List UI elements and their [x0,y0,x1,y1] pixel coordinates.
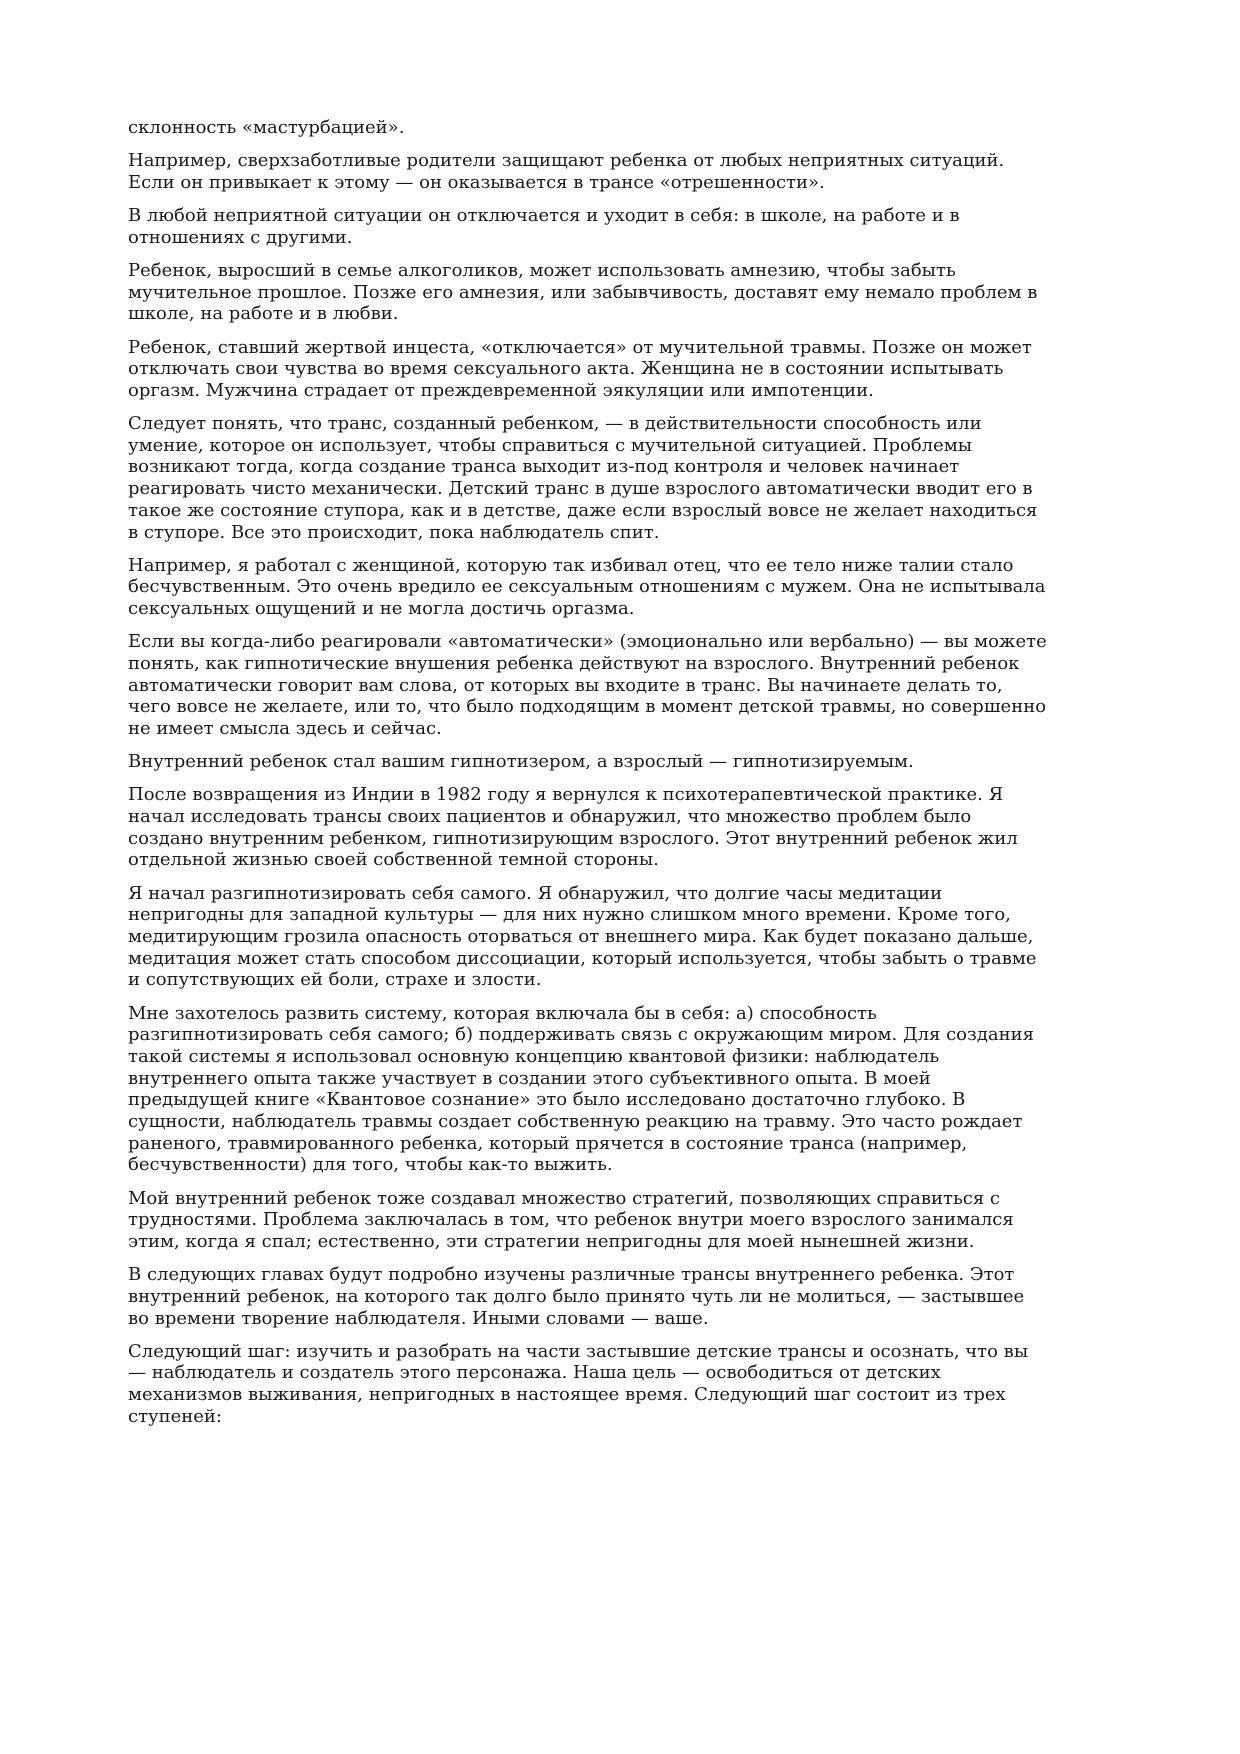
text-line: Ребенок, выросший в семье алкоголиков, может использовать амнезию, чтобы забыть [128,259,956,281]
text-line: этим, когда я спал; естественно, эти стратегии непригодны для моей нынешней жизни. [128,1230,975,1252]
text-line: предыдущей книге «Квантовое сознание» это было исследовано достаточно глубоко. В [128,1089,966,1111]
paragraph [128,751,1128,773]
paragraph [128,337,1128,402]
text-line: ступеней: [128,1405,222,1427]
text-line: В любой неприятной ситуации он отключается и уходит в себя: в школе, на работе и в [128,205,960,227]
text-line: бесчувственным. Это очень вредило ее сексуальным отношениям с мужем. Она не испытывала [128,576,1046,598]
text-line: умение, которое он использует, чтобы справиться с мучительной ситуацией. Проблемы [128,434,973,456]
text-line: понять, как гипнотические внушения ребенка действуют на взрослого. Внутренний ребенок [128,652,1020,674]
text-line: бесчувственности) для того, чтобы как-то выжить. [128,1154,613,1176]
paragraph [128,1188,1128,1253]
text-line: чего вовсе не желаете, или то, что было подходящим в момент детской травмы, но совершенно [128,696,1047,718]
text-line: школе, на работе и в любви. [128,303,399,325]
text-line: мучительное прошлое. Позже его амнезия, или забывчивость, доставят ему немало проблем в [128,281,1038,303]
text-line: такое же состояние ступора, как и в детстве, даже если взрослый вовсе не желает находиться [128,499,1038,521]
text-line: — наблюдатель и создатель этого персонажа. Наша цель — освободиться от детских [128,1362,941,1384]
text-line: медитирующим грозила опасность оторваться от внешнего мира. Как будет показано дальше, [128,926,1034,947]
paragraph [128,1264,1128,1329]
text-line: Следующий шаг: изучить и разобрать на части застывшие детские трансы и осознать, что вы [128,1340,1029,1362]
text-line: Ребенок, ставший жертвой инцеста, «отключается» от мучительной травмы. Позже он может [128,336,1032,358]
text-line: В следующих главах будут подробно изучены различные трансы внутреннего ребенка. Этот [128,1264,1015,1286]
text-line: склонность «мастурбацией». [128,117,405,138]
text-line: Если вы когда-либо реагировали «автоматически» (эмоционально или вербально) — вы можете [128,631,1047,653]
document-page [128,117,1128,1439]
paragraph [128,784,1128,871]
text-line: и сопутствующих ей боли, страхе и злости. [128,969,542,991]
text-line: разгипнотизировать себя самого; б) поддерживать связь с окружающим миром. Для создания [128,1024,1034,1046]
text-line: Если он привыкает к этому — он оказывается в трансе «отрешенности». [128,171,825,193]
text-line: Например, сверхзаботливые родители защищают ребенка от любых неприятных ситуаций. [128,150,1005,172]
paragraph [128,883,1128,991]
text-line: отдельной жизнью своей собственной темной стороны. [128,849,659,871]
text-line: сексуальных ощущений и не могла достичь оргазма. [128,598,635,620]
text-line: медитация может стать способом диссоциации, который используется, чтобы забыть о травме [128,947,1037,969]
text-line: механизмов выживания, непригодных в настоящее время. Следующий шаг состоит из трех [128,1384,1006,1406]
paragraph [128,205,1128,248]
text-line: Мой внутренний ребенок тоже создавал множество стратегий, позволяющих справиться с [128,1187,1001,1209]
paragraph [128,117,1128,139]
paragraph [128,631,1128,739]
text-line: начал исследовать трансы своих пациентов и обнаружил, что множество проблем было [128,806,972,828]
paragraph [128,1003,1128,1177]
text-line: в ступоре. Все это происходит, пока наблюдатель спит. [128,521,660,543]
paragraph [128,260,1128,325]
text-line: раненого, травмированного ребенка, который прячется в состояние транса (например, [128,1132,968,1154]
paragraph [128,1341,1128,1428]
text-line: непригодны для западной культуры — для них нужно слишком много времени. Кроме того, [128,904,1011,926]
text-line: реагировать чисто механически. Детский транс в душе взрослого автоматически вводит его в [128,478,1033,500]
paragraph [128,150,1128,193]
text-line: Следует понять, что транс, созданный ребенком, — в действительности способность или [128,413,982,435]
text-line: трудностями. Проблема заключалась в том, что ребенок внутри моего взрослого занимался [128,1209,1014,1231]
text-line: такой системы я использовал основную концепцию квантовой физики: наблюдатель [128,1045,940,1067]
text-line: сущности, наблюдатель травмы создает собственную реакцию на травму. Это часто рождает [128,1111,1023,1132]
text-line: создано внутренним ребенком, гипнотизирующим взрослого. Этот внутренний ребенок жил [128,827,1018,849]
text-line: Я начал разгипнотизировать себя самого. Я обнаружил, что долгие часы медитации [128,882,943,904]
text-line: отношениях с другими. [128,226,353,248]
paragraph [128,555,1128,620]
text-line: Мне захотелось развить систему, которая включала бы в себя: а) способность [128,1002,877,1024]
text-line: Внутренний ребенок стал вашим гипнотизером, а взрослый — гипнотизируемым. [128,751,914,773]
text-line: После возвращения из Индии в 1982 году я вернулся к психотерапевтической практике. Я [128,784,1004,806]
text-line: Например, я работал с женщиной, которую так избивал отец, что ее тело ниже талии стало [128,554,1014,576]
text-line: не имеет смысла здесь и сейчас. [128,718,442,739]
text-line: во времени творение наблюдателя. Иными словами — ваше. [128,1307,709,1329]
text-line: внутреннего опыта также участвует в создании этого субъективного опыта. В моей [128,1067,931,1089]
text-line: оргазм. Мужчина страдает от преждевременной эякуляции или импотенции. [128,379,874,401]
text-line: автоматически говорит вам слова, от которых вы входите в транс. Вы начинаете делать то, [128,674,1003,696]
text-line: внутренний ребенок, на которого так долго было принято чуть ли не молиться, — застывшее [128,1285,1025,1307]
text-line: возникают тогда, когда создание транса выходит из-под контроля и человек начинает [128,456,960,478]
text-line: отключать свои чувства во время сексуального акта. Женщина не в состоянии испытывать [128,358,1004,380]
paragraph [128,413,1128,543]
